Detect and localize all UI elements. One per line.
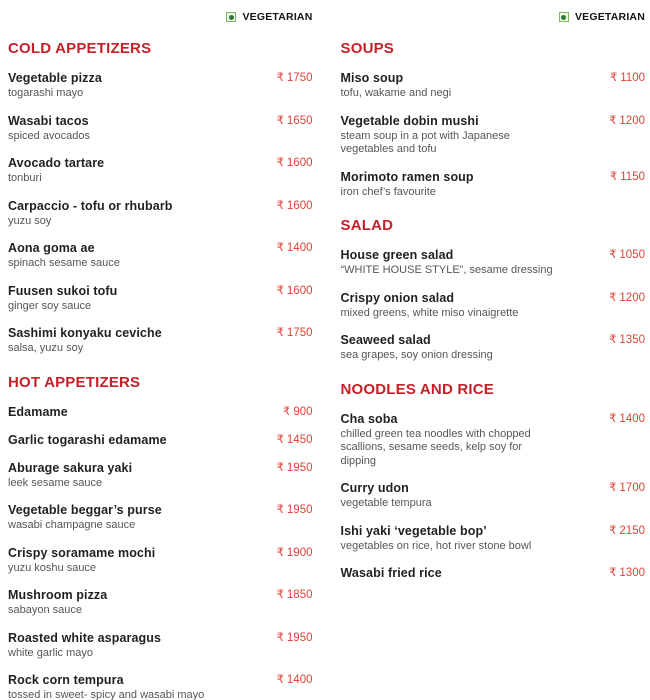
item-name: Miso soup (340, 71, 404, 85)
item-price (269, 156, 313, 171)
veg-dot-icon (229, 15, 234, 20)
item-price (269, 631, 313, 646)
menu-section (341, 381, 646, 582)
price-amount: 1400 (286, 674, 313, 686)
item-desc: ginger soy sauce (8, 299, 92, 312)
rupee-symbol: ₹ (276, 284, 284, 297)
section-title: HOT APPETIZERS (8, 373, 141, 391)
rupee-symbol: ₹ (609, 291, 617, 304)
item-text (341, 566, 602, 581)
section-title: COLD APPETIZERS (8, 40, 152, 57)
item-name: Crispy soramame mochi (8, 545, 156, 560)
price-amount: 1200 (619, 114, 645, 127)
item-name: House green salad (340, 248, 454, 262)
section-title: SALAD (340, 217, 394, 234)
price-amount: 1100 (620, 72, 645, 84)
price-amount: 1600 (286, 284, 313, 297)
price-amount: 1750 (286, 327, 313, 339)
item-desc: tonburi (8, 172, 42, 184)
item-desc: spinach sesame sauce (8, 257, 120, 269)
item-text (341, 524, 602, 554)
item-price (269, 326, 313, 341)
rupee-symbol: ₹ (609, 482, 617, 494)
menu-column (8, 10, 313, 700)
item-name: Ishi yaki ‘vegetable bop’ (340, 523, 487, 538)
item-desc: tofu, wakame and negi (340, 87, 452, 99)
item-desc: vegetable tempura (340, 497, 432, 509)
item-text (341, 412, 602, 469)
item-name: Wasabi tacos (8, 113, 89, 128)
menu-item (8, 156, 313, 186)
price-amount: 1900 (286, 546, 313, 559)
item-price (269, 673, 313, 688)
menu-item (8, 673, 313, 700)
menu-section (8, 374, 313, 700)
item-text (8, 326, 269, 356)
item-desc: leek sesame sauce (8, 476, 103, 489)
item-desc: yuzu soy (8, 214, 52, 227)
item-text (341, 333, 602, 363)
item-desc: spiced avocados (8, 129, 90, 142)
vegetarian-header (341, 10, 646, 24)
item-text (8, 588, 269, 618)
price-amount: 1050 (619, 249, 645, 261)
menu-item (8, 284, 313, 314)
item-price (601, 291, 645, 306)
item-desc: “WHITE HOUSE STYLE”, sesame dressing (340, 264, 553, 276)
item-text (8, 405, 275, 420)
vegetarian-label: VEGETARIAN (574, 11, 645, 23)
menu-item (8, 503, 313, 533)
item-price (601, 114, 645, 129)
rupee-symbol: ₹ (276, 461, 284, 474)
rupee-symbol: ₹ (609, 72, 618, 84)
price-amount: 2150 (619, 524, 645, 537)
rupee-symbol: ₹ (609, 170, 618, 183)
item-text (8, 631, 269, 661)
item-name: Roasted white asparagus (8, 630, 162, 645)
item-name: Crispy onion salad (340, 290, 455, 305)
item-desc: yuzu koshu sauce (8, 561, 97, 574)
item-text (341, 481, 602, 511)
item-text (8, 199, 269, 229)
item-text (8, 546, 269, 576)
sections (341, 40, 646, 581)
item-price (269, 433, 313, 448)
item-price (269, 114, 313, 129)
rupee-symbol: ₹ (276, 674, 284, 686)
price-amount: 1300 (619, 567, 645, 579)
price-amount: 1950 (286, 461, 313, 474)
price-amount: 1950 (286, 631, 313, 644)
item-name: Edamame (8, 404, 68, 419)
vegetarian-label: VEGETARIAN (242, 11, 313, 23)
section-items (341, 71, 646, 199)
rupee-symbol: ₹ (276, 433, 284, 446)
item-price (275, 405, 313, 420)
veg-dot-icon (561, 15, 566, 20)
rupee-symbol: ₹ (276, 327, 284, 339)
item-text (341, 114, 602, 157)
item-name: Aona goma ae (8, 241, 95, 255)
item-text (8, 433, 269, 448)
item-name: Vegetable pizza (8, 71, 102, 85)
item-name: Rock corn tempura (8, 673, 124, 687)
section-title: NOODLES AND RICE (340, 380, 494, 398)
menu-item (8, 199, 313, 229)
item-price (601, 412, 645, 427)
price-amount: 1450 (286, 433, 313, 446)
menu-item (341, 248, 646, 278)
price-amount: 1850 (286, 589, 313, 601)
price-amount: 1400 (619, 412, 645, 425)
rupee-symbol: ₹ (609, 114, 617, 127)
vegetarian-icon (559, 12, 569, 22)
item-desc: tossed in sweet- spicy and wasabi mayo (8, 689, 205, 700)
item-name: Garlic togarashi edamame (8, 432, 167, 447)
menu-item (341, 481, 646, 511)
item-text (8, 241, 269, 271)
price-amount: 1200 (619, 291, 645, 304)
item-price (601, 481, 645, 496)
item-price (601, 333, 645, 348)
price-amount: 1150 (620, 170, 645, 183)
item-desc: sabayon sauce (8, 604, 82, 616)
item-desc: mixed greens, white miso vinaigrette (340, 306, 519, 319)
rupee-symbol: ₹ (276, 546, 284, 559)
item-text (8, 114, 269, 144)
price-amount: 1350 (619, 334, 645, 346)
item-text (341, 170, 602, 200)
item-name: Avocado tartare (8, 156, 105, 170)
price-amount: 1400 (286, 242, 313, 254)
item-price (269, 199, 313, 214)
item-desc: vegetables on rice, hot river stone bowl (340, 539, 532, 552)
menu-item (8, 461, 313, 491)
item-text (8, 156, 269, 186)
rupee-symbol: ₹ (276, 631, 284, 644)
item-name: Aburage sakura yaki (8, 460, 133, 475)
price-amount: 1600 (286, 199, 313, 212)
item-text (341, 291, 602, 321)
sections (8, 40, 313, 700)
menu-section (341, 217, 646, 363)
rupee-symbol: ₹ (276, 72, 284, 84)
menu-item (341, 566, 646, 581)
rupee-symbol: ₹ (609, 412, 617, 425)
rupee-symbol: ₹ (276, 242, 284, 254)
item-price (602, 71, 645, 86)
menu-column (341, 10, 646, 700)
rupee-symbol: ₹ (609, 524, 617, 537)
rupee-symbol: ₹ (276, 114, 284, 127)
rupee-symbol: ₹ (282, 405, 291, 418)
item-name: Cha soba (340, 411, 398, 426)
rupee-symbol: ₹ (609, 567, 617, 579)
item-price (269, 503, 313, 518)
item-name: Fuusen sukoi tofu (8, 283, 118, 298)
section-items (341, 248, 646, 363)
price-amount: 900 (293, 405, 313, 418)
menu-item (341, 114, 646, 157)
item-text (341, 71, 602, 101)
item-text (8, 673, 269, 700)
menu-item (8, 114, 313, 144)
item-text (8, 503, 269, 533)
menu-section (8, 40, 313, 356)
item-price (602, 170, 645, 185)
vegetarian-header (8, 10, 313, 24)
item-text (341, 248, 602, 278)
item-desc: iron chef’s favourite (340, 185, 436, 198)
item-name: Vegetable dobin mushi (340, 113, 479, 128)
item-text (8, 461, 269, 491)
item-price (601, 524, 645, 539)
menu-item (341, 170, 646, 200)
item-name: Mushroom pizza (8, 588, 108, 602)
item-name: Carpaccio - tofu or rhubarb (8, 198, 173, 213)
price-amount: 1600 (286, 157, 313, 169)
item-price (601, 566, 645, 581)
item-price (269, 546, 313, 561)
item-text (8, 284, 269, 314)
item-name: Morimoto ramen soup (340, 169, 474, 184)
vegetarian-icon (226, 12, 236, 22)
price-amount: 1750 (286, 72, 313, 84)
item-desc: white garlic mayo (8, 646, 93, 659)
item-text (8, 71, 269, 101)
menu-item (8, 405, 313, 420)
menu-item (341, 71, 646, 101)
item-name: Wasabi fried rice (340, 566, 442, 580)
section-items (8, 405, 313, 700)
menu-item (341, 333, 646, 363)
item-desc: steam soup in a pot with Japanese vegetables and tofu (340, 129, 510, 155)
menu-section (341, 40, 646, 199)
item-price (269, 284, 313, 299)
menu-item (8, 631, 313, 661)
rupee-symbol: ₹ (276, 504, 284, 516)
item-price (601, 248, 645, 263)
section-items (341, 412, 646, 582)
item-desc: salsa, yuzu soy (8, 342, 84, 354)
price-amount: 1650 (286, 114, 313, 127)
menu-item (8, 433, 313, 448)
rupee-symbol: ₹ (609, 249, 617, 261)
section-title: SOUPS (340, 40, 395, 57)
rupee-symbol: ₹ (276, 589, 284, 601)
item-desc: sea grapes, soy onion dressing (340, 349, 493, 361)
rupee-symbol: ₹ (276, 157, 284, 169)
menu-item (341, 524, 646, 554)
menu-item (8, 241, 313, 271)
rupee-symbol: ₹ (276, 199, 284, 212)
item-name: Curry udon (340, 481, 409, 495)
item-name: Vegetable beggar’s purse (8, 503, 162, 517)
item-desc: chilled green tea noodles with chopped scallions, sesame seeds, kelp soy for dipping (340, 427, 531, 467)
item-desc: wasabi champagne sauce (8, 519, 136, 531)
item-desc: togarashi mayo (8, 87, 84, 99)
menu-item (8, 71, 313, 101)
menu-item (8, 546, 313, 576)
item-price (269, 241, 313, 256)
price-amount: 1700 (619, 482, 645, 494)
item-price (269, 588, 313, 603)
menu-item (341, 291, 646, 321)
item-name: Sashimi konyaku ceviche (8, 326, 162, 340)
price-amount: 1950 (286, 504, 313, 516)
section-items (8, 71, 313, 356)
menu-item (8, 326, 313, 356)
item-price (269, 71, 313, 86)
item-name: Seaweed salad (340, 333, 431, 347)
menu-item (8, 588, 313, 618)
menu-item (341, 412, 646, 469)
item-price (269, 461, 313, 476)
rupee-symbol: ₹ (609, 334, 617, 346)
